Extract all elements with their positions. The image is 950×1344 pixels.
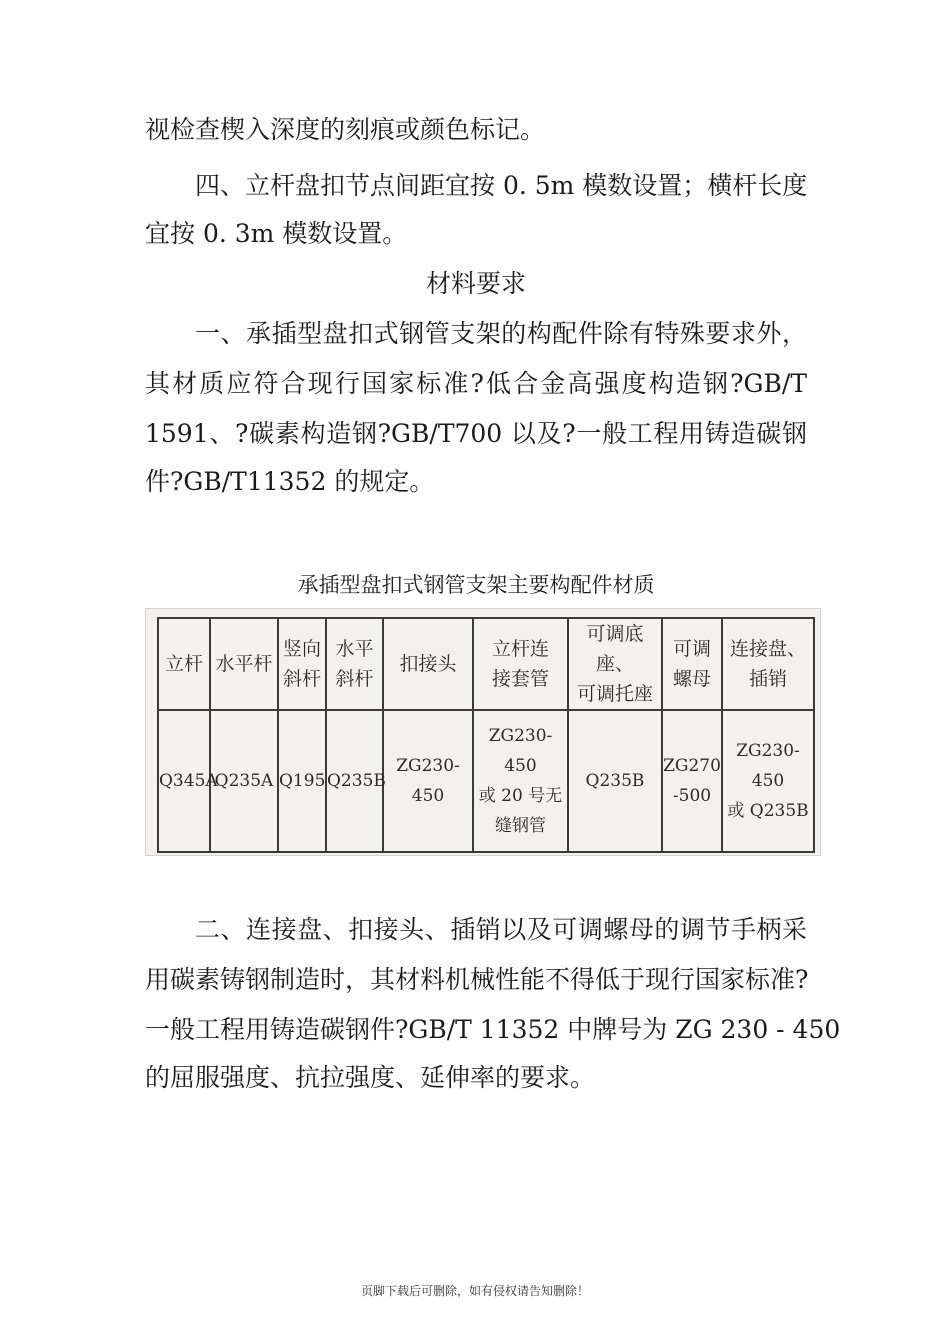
table-header-cell bbox=[278, 618, 326, 710]
table-cell bbox=[722, 710, 814, 852]
table-cell-text: Q235B bbox=[585, 771, 645, 791]
body-line: 的屈服强度、抗拉强度、延伸率的要求。 bbox=[145, 1063, 596, 1092]
table-cell bbox=[278, 710, 326, 852]
table-cell-text: Q235A bbox=[214, 771, 274, 791]
table-cell-text: 或 Q235B bbox=[727, 801, 809, 821]
table-cell-text: Q235B bbox=[327, 771, 386, 791]
table-cell-text: ZG230-450 bbox=[488, 726, 553, 776]
body-line: 视检查楔入深度的刻痕或颜色标记。 bbox=[145, 115, 546, 144]
table-header-cell-text: 斜杆 bbox=[282, 668, 321, 690]
table-header-cell-text: 立杆连 bbox=[491, 638, 549, 660]
table-header-cell bbox=[722, 618, 814, 710]
table-cell-text: Q195 bbox=[279, 771, 326, 791]
table-header-cell-text: 可调 bbox=[672, 638, 711, 660]
table-cell-text: 或 20 号无 bbox=[478, 786, 563, 806]
table-cell-text: ZG230-450 bbox=[736, 741, 800, 791]
table-cell bbox=[473, 710, 568, 852]
table-header-cell bbox=[158, 618, 210, 710]
materials-table-image bbox=[145, 608, 821, 856]
table-header-cell-text: 竖向 bbox=[282, 638, 321, 660]
table-header-cell-text: 立杆 bbox=[164, 653, 203, 675]
table-cell-text: ZG230-450 bbox=[396, 756, 460, 806]
body-line: 其材质应符合现行国家标准?低合金高强度构造钢?GB/T bbox=[145, 369, 807, 398]
body-line: 一、承插型盘扣式钢管支架的构配件除有特殊要求外， bbox=[195, 319, 807, 348]
table-header-cell-text: 斜杆 bbox=[335, 668, 374, 690]
table-caption: 承插型盘扣式钢管支架主要构配件材质 bbox=[297, 573, 655, 597]
body-line: 一般工程用铸造碳钢件?GB/T 11352 中牌号为 ZG 230 - 450 bbox=[145, 1015, 841, 1044]
body-line: 四、立杆盘扣节点间距宜按 0. 5m 模数设置；横杆长度 bbox=[195, 171, 808, 200]
table-cell-text: -500 bbox=[672, 786, 712, 806]
body-line: 用碳素铸钢制造时，其材料机械性能不得低于现行国家标准? bbox=[145, 965, 809, 994]
table-row bbox=[158, 710, 814, 852]
body-line: 1591、?碳素构造钢?GB/T700 以及?一般工程用铸造碳钢 bbox=[145, 419, 807, 448]
table-header-cell-text: 水平杆 bbox=[215, 653, 273, 675]
materials-table bbox=[157, 617, 815, 853]
table-header-row bbox=[158, 618, 814, 710]
table-cell-text: ZG270 bbox=[663, 756, 721, 776]
table-header-cell-text: 连接盘、 bbox=[729, 638, 806, 660]
table-cell-text: 缝钢管 bbox=[495, 816, 546, 836]
table-cell bbox=[210, 710, 278, 852]
table-header-cell-text: 接套管 bbox=[491, 668, 549, 690]
table-header-cell-text: 扣接头 bbox=[399, 653, 457, 675]
table-header-cell-text: 插销 bbox=[748, 668, 787, 690]
table-header-cell-text: 可调底座、 bbox=[586, 623, 644, 675]
table-header-cell bbox=[568, 618, 662, 710]
table-header-cell bbox=[473, 618, 568, 710]
table-header-cell bbox=[210, 618, 278, 710]
table-cell bbox=[568, 710, 662, 852]
table-header-cell bbox=[326, 618, 383, 710]
table-header-cell-text: 可调托座 bbox=[576, 683, 653, 705]
table-header-cell-text: 水平 bbox=[335, 638, 374, 660]
body-line: 件?GB/T11352 的规定。 bbox=[145, 467, 435, 496]
body-line: 宜按 0. 3m 模数设置。 bbox=[145, 219, 408, 248]
section-title: 材料要求 bbox=[425, 269, 526, 298]
body-line: 二、连接盘、扣接头、插销以及可调螺母的调节手柄采 bbox=[195, 915, 807, 944]
table-header-cell-text: 螺母 bbox=[672, 668, 711, 690]
table-cell bbox=[383, 710, 473, 852]
table-cell bbox=[662, 710, 722, 852]
table-header-cell bbox=[662, 618, 722, 710]
table-header-cell bbox=[383, 618, 473, 710]
table-cell-text: Q345A bbox=[159, 771, 218, 791]
page-footer: 页脚下载后可删除，如有侵权请告知删除！ bbox=[360, 1284, 589, 1298]
table-cell bbox=[326, 710, 386, 852]
table-cell bbox=[158, 710, 218, 852]
